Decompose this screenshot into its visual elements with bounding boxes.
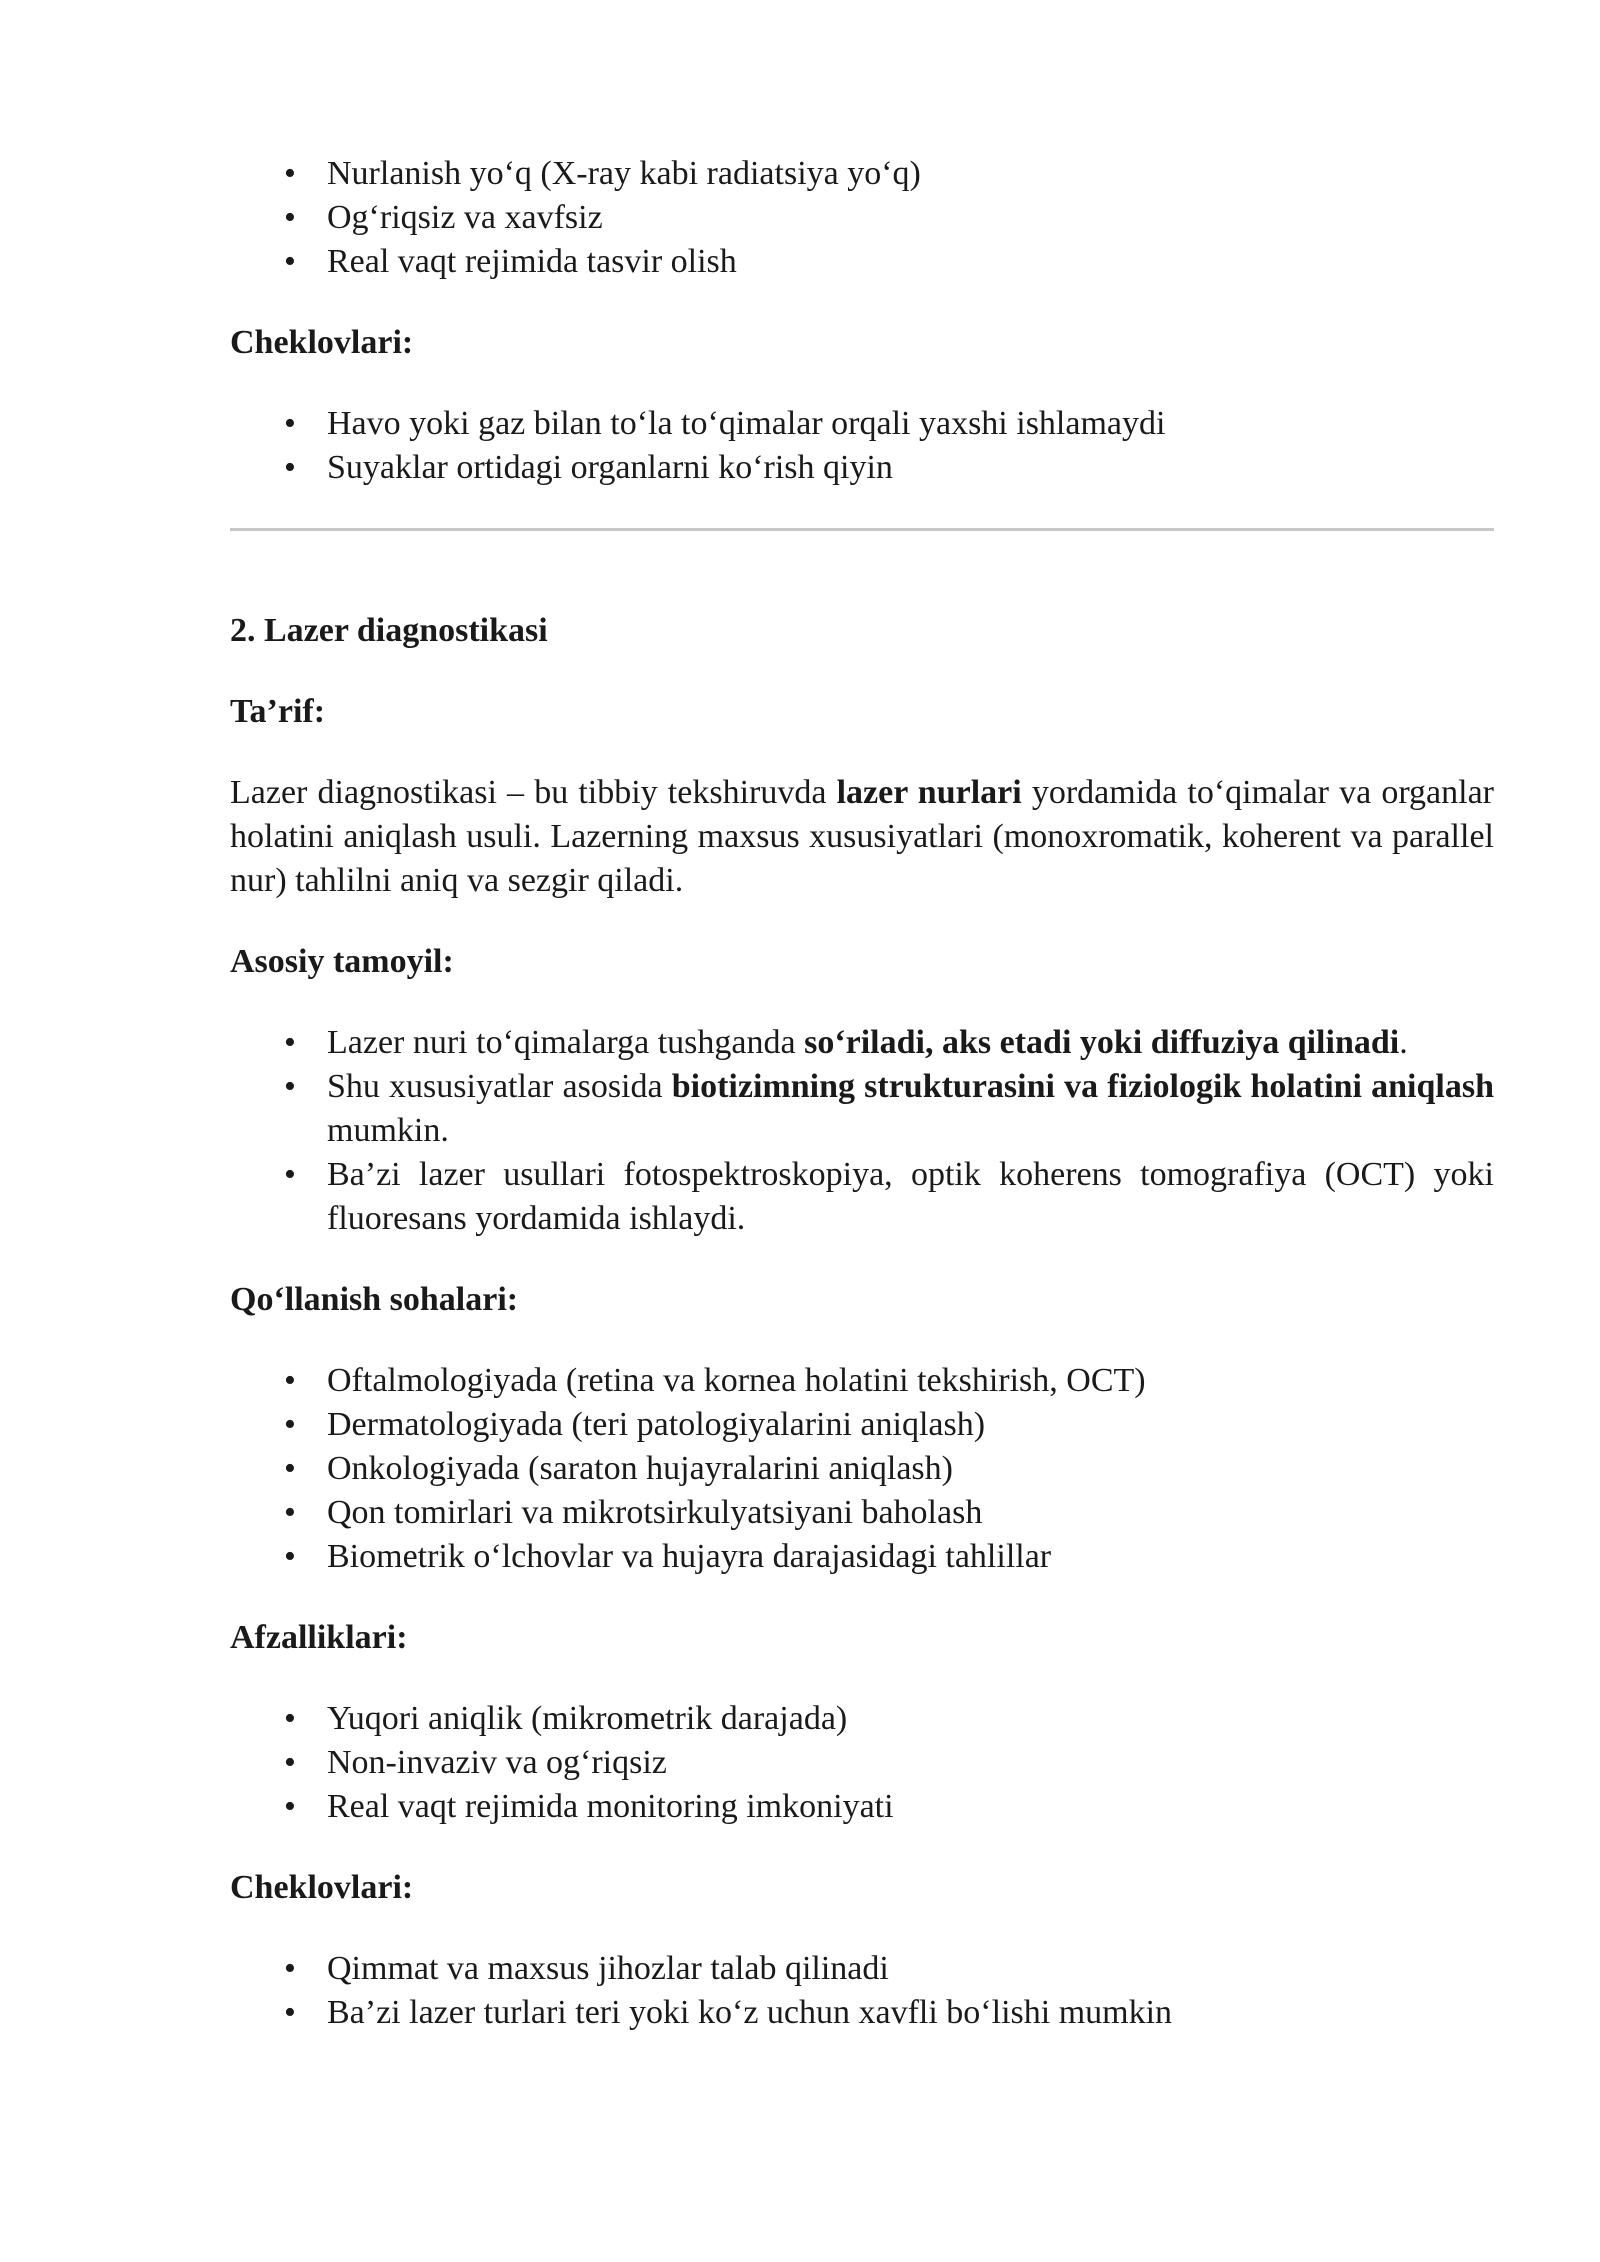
applications-heading: Qo‘llanish sohalari: bbox=[230, 1281, 519, 1318]
list-item: • Onkologiyada (saraton hujayralarini aniqlash) bbox=[230, 1447, 1494, 1491]
advantages-list bbox=[230, 1697, 1494, 1829]
bullet-icon: • bbox=[284, 199, 296, 236]
limitations-heading-previous: Cheklovlari: bbox=[230, 324, 414, 361]
bullet-icon: • bbox=[284, 1024, 296, 1061]
bullet-icon: • bbox=[284, 1450, 296, 1487]
list-item: • Og‘riqsiz va xavfsiz bbox=[230, 196, 1494, 240]
list-item: • Biometrik o‘lchovlar va hujayra darajasidagi tahlillar bbox=[230, 1535, 1494, 1579]
horizontal-divider bbox=[230, 528, 1494, 531]
limitations-list-previous bbox=[230, 402, 1494, 490]
advantages-heading: Afzalliklari: bbox=[230, 1619, 408, 1656]
bullet-icon: • bbox=[284, 1362, 296, 1399]
list-item: • Ba’zi lazer turlari teri yoki ko‘z uchun xavfli bo‘lishi mumkin bbox=[230, 1991, 1494, 2035]
limitations-list bbox=[230, 1947, 1494, 2035]
list-item: • Yuqori aniqlik (mikrometrik darajada) bbox=[230, 1697, 1494, 1741]
list-item: • Non-invaziv va og‘riqsiz bbox=[230, 1741, 1494, 1785]
definition-paragraph: Lazer diagnostikasi – bu tibbiy tekshiruvda lazer nurlari yordamida to‘qimalar va organlar holatini aniqlash usuli. Lazerning maxsus xususiyatlari (monoxromatik, koherent va parallel nur) tahlilni aniq va sezgir qiladi. bbox=[230, 774, 1494, 899]
bullet-icon: • bbox=[284, 1744, 296, 1781]
principle-list bbox=[230, 1021, 1494, 1241]
bullet-icon: • bbox=[284, 1156, 296, 1193]
list-item: • Dermatologiyada (teri patologiyalarini aniqlash) bbox=[230, 1403, 1494, 1447]
bullet-icon: • bbox=[284, 1994, 296, 2031]
bullet-icon: • bbox=[284, 1788, 296, 1825]
section-title: 2. Lazer diagnostikasi bbox=[230, 612, 548, 649]
bullet-icon: • bbox=[284, 1406, 296, 1443]
list-item: • Oftalmologiyada (retina va kornea holatini tekshirish, OCT) bbox=[230, 1359, 1494, 1403]
document-page bbox=[230, 152, 1494, 2035]
principle-heading: Asosiy tamoyil: bbox=[230, 943, 454, 980]
bullet-icon: • bbox=[284, 1700, 296, 1737]
advantages-list-previous bbox=[230, 152, 1494, 284]
list-item: • Suyaklar ortidagi organlarni ko‘rish qiyin bbox=[230, 446, 1494, 490]
bullet-icon: • bbox=[284, 243, 296, 280]
limitations-heading: Cheklovlari: bbox=[230, 1869, 414, 1906]
list-item: • Shu xususiyatlar asosida biotizimning strukturasini va fiziologik holatini aniqlash mumkin. bbox=[230, 1065, 1494, 1153]
bullet-icon: • bbox=[284, 1950, 296, 1987]
definition-emphasis: lazer nurlari bbox=[836, 774, 1022, 811]
list-item: • Havo yoki gaz bilan to‘la to‘qimalar orqali yaxshi ishlamaydi bbox=[230, 402, 1494, 446]
bullet-icon: • bbox=[284, 155, 296, 192]
bullet-icon: • bbox=[284, 1538, 296, 1575]
list-item: • Real vaqt rejimida tasvir olish bbox=[230, 240, 1494, 284]
list-item: • Lazer nuri to‘qimalarga tushganda so‘riladi, aks etadi yoki diffuziya qilinadi. bbox=[230, 1021, 1494, 1065]
definition-heading: Ta’rif: bbox=[230, 693, 326, 730]
bullet-icon: • bbox=[284, 405, 296, 442]
bullet-icon: • bbox=[284, 449, 296, 486]
list-item: • Qimmat va maxsus jihozlar talab qilinadi bbox=[230, 1947, 1494, 1991]
bullet-icon: • bbox=[284, 1068, 296, 1105]
list-item: • Qon tomirlari va mikrotsirkulyatsiyani baholash bbox=[230, 1491, 1494, 1535]
list-item: • Nurlanish yo‘q (X-ray kabi radiatsiya yo‘q) bbox=[230, 152, 1494, 196]
list-item: • Ba’zi lazer usullari fotospektroskopiya, optik koherens tomografiya (OCT) yoki fluoresans yordamida ishlaydi. bbox=[230, 1153, 1494, 1241]
applications-list bbox=[230, 1359, 1494, 1579]
list-item: • Real vaqt rejimida monitoring imkoniyati bbox=[230, 1785, 1494, 1829]
bullet-icon: • bbox=[284, 1494, 296, 1531]
